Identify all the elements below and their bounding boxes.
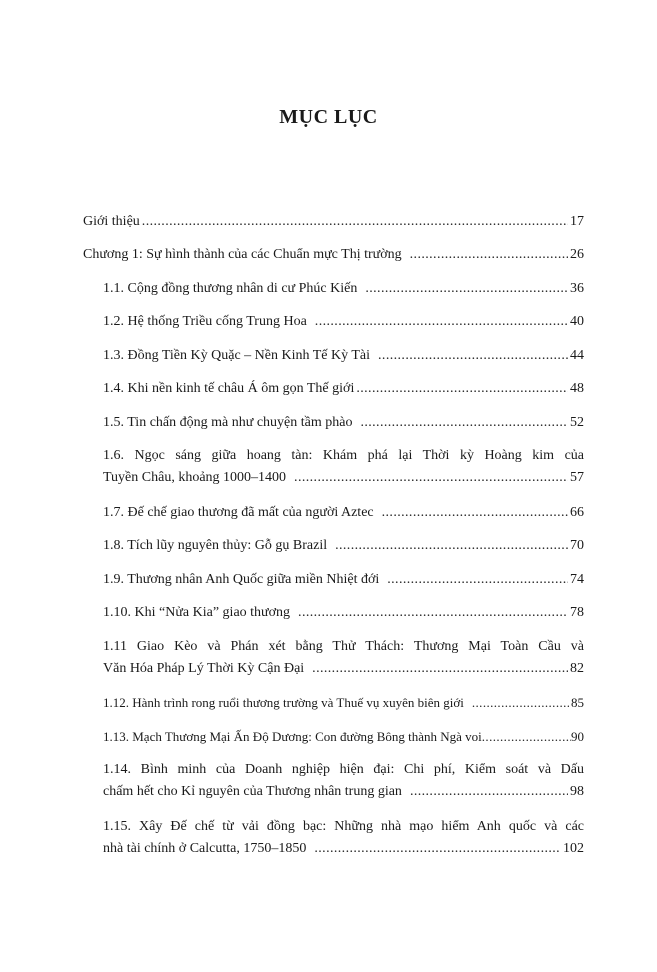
toc-entry-page: 66 (570, 505, 584, 520)
toc-entry-text: 1.4. Khi nền kinh tế châu Á ôm gọn Thế giới (103, 381, 355, 396)
toc-entry-page: 85 (571, 695, 584, 710)
toc-entry-1-5[interactable] (103, 412, 584, 434)
toc-entry-text-line2: Tuyền Châu, khoảng 1000–1400 (103, 470, 287, 485)
toc-entry-page: 57 (570, 470, 584, 485)
page-title: MỤC LỤC (279, 106, 378, 128)
dot-leader (312, 658, 568, 680)
toc-entry-chapter-1[interactable] (83, 244, 584, 266)
toc-entry-text-line2: chấm hết cho Kỉ nguyên của Thương nhân trung gian (103, 784, 402, 799)
toc-entry-text: 1.5. Tin chấn động mà như chuyện tầm phào (103, 415, 353, 430)
toc-entry-1-2[interactable] (103, 311, 584, 333)
dot-leader (315, 311, 568, 333)
toc-entry-page: 26 (570, 247, 584, 262)
toc-entry-page: 98 (570, 784, 584, 799)
toc-entry-page: 78 (570, 605, 584, 620)
dot-leader (378, 345, 568, 367)
toc-entry-1-12[interactable] (103, 692, 584, 714)
dot-leader (382, 502, 568, 524)
toc-entry-text-line2: nhà tài chính ở Calcutta, 1750–1850 (103, 841, 307, 856)
toc-entry-page: 40 (570, 314, 584, 329)
toc-entry-1-3[interactable] (103, 345, 584, 367)
toc-entry-page: 90 (571, 729, 584, 744)
toc-entry-1-1[interactable] (103, 278, 584, 300)
dot-leader (365, 278, 568, 300)
toc-entry-text: 1.7. Đế chế giao thương đã mất của người Aztec (103, 505, 374, 520)
dot-leader (387, 569, 568, 591)
toc-entry-1-10[interactable] (103, 602, 584, 624)
dot-leader (410, 781, 568, 803)
toc-entry-page: 74 (570, 572, 584, 587)
toc-entry-1-13[interactable] (103, 726, 584, 748)
toc-entry-page: 102 (563, 841, 584, 856)
toc-entry-1-11[interactable] (103, 636, 584, 680)
toc-entry-text: 1.9. Thương nhân Anh Quốc giữa miền Nhiệt đới (103, 572, 380, 587)
toc-entry-intro[interactable] (83, 211, 584, 233)
dot-leader (294, 467, 568, 489)
toc-entry-text: 1.1. Cộng đồng thương nhân di cư Phúc Kiến (103, 281, 358, 296)
toc-entry-text-line1: 1.11 Giao Kèo và Phán xét bằng Thử Thách: Thương Mại Toàn Cầu và (103, 639, 584, 654)
dot-leader (410, 244, 568, 266)
toc-entry-text: 1.8. Tích lũy nguyên thủy: Gỗ gụ Brazil (103, 538, 328, 553)
toc-entry-1-15[interactable] (103, 816, 584, 860)
toc-entry-text-line1: 1.14. Bình minh của Doanh nghiệp hiện đại: Chi phí, Kiểm soát và Dấu (103, 762, 584, 777)
toc-entry-text: 1.13. Mạch Thương Mại Ấn Độ Dương: Con đường Bông thành Ngà voi (103, 729, 482, 744)
toc-entry-page: 17 (570, 214, 584, 229)
toc-entry-page: 70 (570, 538, 584, 553)
toc-entry-text: 1.12. Hành trình rong ruổi thương trường và Thuế vụ xuyên biên giới (103, 695, 464, 710)
dot-leader (360, 412, 568, 434)
toc-entry-text-line1: 1.6. Ngọc sáng giữa hoang tàn: Khám phá lại Thời kỳ Hoàng kim của (103, 448, 584, 463)
toc-entry-text-line1: 1.15. Xây Đế chế từ vải đồng bạc: Những nhà mạo hiểm Anh quốc và các (103, 819, 584, 834)
toc-entry-page: 82 (570, 661, 584, 676)
toc-entry-text: Chương 1: Sự hình thành của các Chuẩn mực Thị trường (83, 247, 402, 262)
toc-entry-text-line2: Văn Hóa Pháp Lý Thời Kỳ Cận Đại (103, 661, 305, 676)
toc-entry-1-9[interactable] (103, 569, 584, 591)
toc-entry-page: 36 (570, 281, 584, 296)
toc-entry-page: 44 (570, 348, 584, 363)
toc-entry-text: 1.10. Khi “Nửa Kia” giao thương (103, 605, 291, 620)
toc-entry-page: 52 (570, 415, 584, 430)
dot-leader (335, 535, 568, 557)
toc-entry-1-8[interactable] (103, 535, 584, 557)
toc-entry-page: 48 (570, 381, 584, 396)
dot-leader (356, 378, 568, 400)
dot-leader (472, 692, 569, 714)
toc-entry-1-4[interactable] (103, 378, 584, 400)
dot-leader (314, 838, 561, 860)
toc-entry-text: 1.3. Đồng Tiền Kỳ Quặc – Nền Kinh Tế Kỳ Tài (103, 348, 371, 363)
toc-entry-text: Giới thiệu (83, 214, 140, 229)
toc-entry-1-14[interactable] (103, 759, 584, 803)
dot-leader (482, 726, 571, 748)
dot-leader (142, 211, 568, 233)
toc-entry-1-7[interactable] (103, 502, 584, 524)
toc-entry-1-6[interactable] (103, 445, 584, 489)
dot-leader (298, 602, 568, 624)
toc-entry-text: 1.2. Hệ thống Triều cống Trung Hoa (103, 314, 307, 329)
